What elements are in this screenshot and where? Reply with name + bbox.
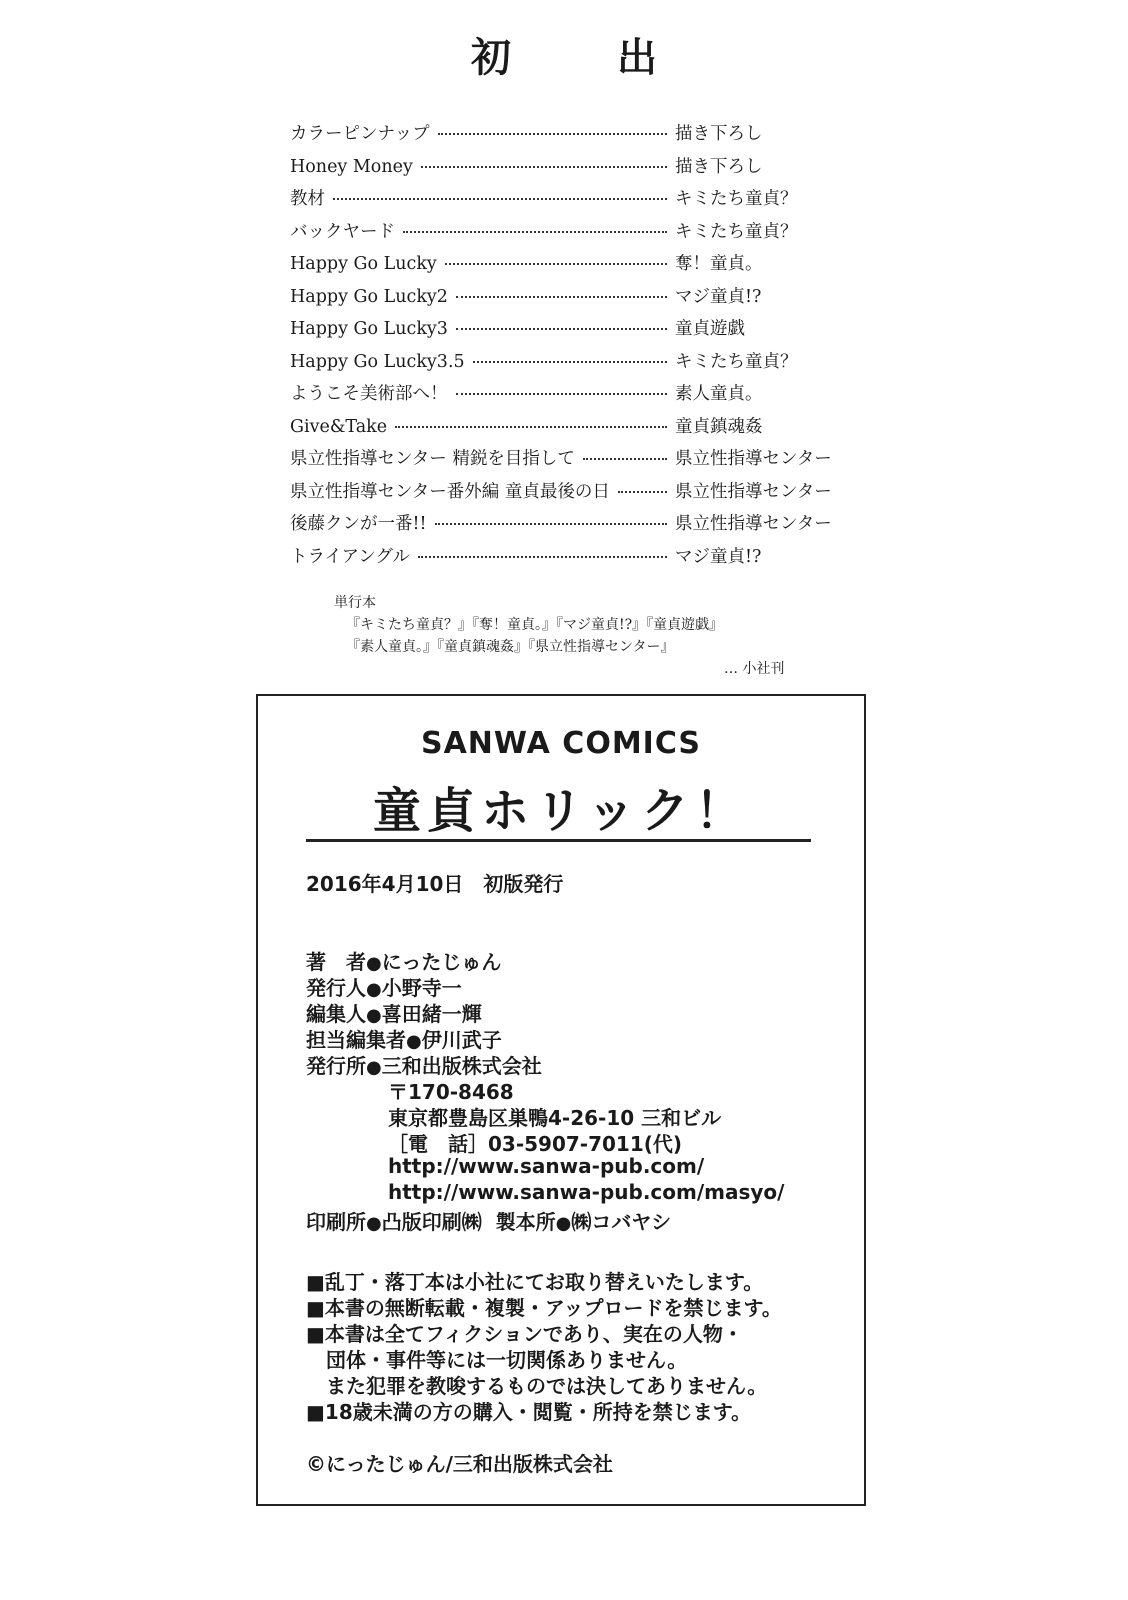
dot-leader <box>618 491 667 493</box>
toc-source: 奪！童貞。 <box>675 254 763 274</box>
toc-row <box>290 543 850 576</box>
toc-source: 県立性指導センター <box>675 514 832 534</box>
dot-leader <box>456 328 667 330</box>
toc-source: 県立性指導センター <box>675 481 832 502</box>
credit-label: 印刷所 <box>306 1210 366 1234</box>
dot-leader <box>456 393 668 395</box>
credit-value: ㈱コバヤシ <box>571 1210 672 1234</box>
credit-label: 製本所 <box>495 1210 556 1234</box>
toc-title: 教材 <box>290 189 325 209</box>
dot-leader <box>445 263 667 265</box>
toc-row <box>290 348 850 381</box>
book-title: 童貞ホリック！ <box>372 783 750 839</box>
toc-source: マジ童貞!? <box>675 546 762 567</box>
notice-3: ■本書は全てフィクションであり、実在の人物・ <box>306 1322 743 1346</box>
toc-title: 県立性指導センター 精鋭を目指して <box>290 449 575 469</box>
toc-source: キミたち童貞？ <box>675 221 798 242</box>
notice-3-cont-1: 団体・事件等には一切関係ありません。 <box>326 1348 688 1372</box>
toc-source: 童貞遊戯 <box>675 319 745 339</box>
credit-publisher: 発行人●小野寺一 <box>306 976 462 1000</box>
toc-source: 素人童貞。 <box>675 384 763 404</box>
title-rule <box>306 839 811 842</box>
imprint-brand: SANWA COMICS <box>420 726 702 761</box>
credit-value: 三和出版株式会社 <box>381 1054 542 1078</box>
toc-source: 県立性指導センター <box>675 449 832 469</box>
credit-staff-editor: 担当編集者●伊川武子 <box>306 1028 502 1052</box>
address: 東京都豊島区巣鴨4-26-10 三和ビル <box>388 1106 722 1130</box>
toc-row <box>290 413 850 446</box>
first-appearance-list <box>290 120 850 575</box>
credit-label: 発行人 <box>306 976 366 1000</box>
colophon-box <box>256 694 866 1506</box>
credit-value: 凸版印刷㈱ <box>381 1210 482 1234</box>
credit-editor: 編集人●喜田緒一輝 <box>306 1002 482 1026</box>
toc-source: キミたち童貞？ <box>675 351 798 372</box>
toc-source: 描き下ろし <box>675 156 763 177</box>
credit-value: 喜田緒一輝 <box>381 1002 482 1026</box>
dot-leader <box>435 523 667 525</box>
notice-3-cont-2: また犯罪を教唆するものでは決してありません。 <box>326 1374 768 1398</box>
toc-title: Happy Go Lucky <box>290 254 437 274</box>
credit-value: 小野寺一 <box>381 976 462 1000</box>
toc-row <box>290 315 850 348</box>
dot-leader <box>403 231 667 233</box>
toc-row <box>290 218 850 251</box>
credit-value: 伊川武子 <box>421 1028 502 1052</box>
toc-row <box>290 478 850 511</box>
toc-row <box>290 510 850 543</box>
notes-line-1: 『キミたち童貞？』『奪！童貞。』『マジ童貞!?』『童貞遊戯』 <box>346 617 724 633</box>
url-main[interactable]: http://www.sanwa-pub.com/ <box>388 1154 705 1178</box>
dot-leader <box>473 361 667 363</box>
toc-title: Happy Go Lucky3.5 <box>290 351 465 372</box>
notes-line-3: … 小社刊 <box>724 661 785 677</box>
notice-2: ■本書の無断転載・複製・アップロードを禁じます。 <box>306 1296 782 1320</box>
credit-author: 著 者●にったじゅん <box>306 950 502 974</box>
dot-leader <box>395 426 667 428</box>
credit-office: 発行所●三和出版株式会社 <box>306 1054 542 1078</box>
copyright: ©にったじゅん/三和出版株式会社 <box>306 1452 613 1476</box>
toc-title: ようこそ美術部へ！ <box>290 384 448 404</box>
toc-title: 県立性指導センター番外編 童貞最後の日 <box>290 481 610 502</box>
credit-printer: 印刷所●凸版印刷㈱ 製本所●㈱コバヤシ <box>306 1210 672 1234</box>
credit-label: 担当編集者 <box>306 1028 406 1052</box>
toc-row <box>290 250 850 283</box>
credit-value: にったじゅん <box>381 950 502 974</box>
toc-title: Honey Money <box>290 156 413 177</box>
toc-source: 描き下ろし <box>675 124 763 144</box>
toc-title: トライアングル <box>290 546 410 567</box>
dot-leader <box>333 198 667 200</box>
toc-source: キミたち童貞？ <box>675 189 798 209</box>
notes-line-2: 『素人童貞。』『童貞鎮魂姦』『県立性指導センター』 <box>346 639 675 655</box>
notice-1: ■乱丁・落丁本は小社にてお取り替えいたします。 <box>306 1270 764 1294</box>
toc-title: Give&Take <box>290 416 388 437</box>
page-heading: 初 出 <box>471 34 703 81</box>
notes-label: 単行本 <box>334 595 376 611</box>
phone: ［電 話］03-5907-7011(代) <box>388 1132 683 1156</box>
credit-label: 発行所 <box>306 1054 366 1078</box>
dot-leader <box>418 556 667 558</box>
toc-row <box>290 185 850 218</box>
credit-label: 編集人 <box>306 1002 366 1026</box>
toc-row <box>290 380 850 413</box>
toc-title: バックヤード <box>290 221 395 242</box>
toc-row <box>290 153 850 186</box>
dot-leader <box>456 296 667 298</box>
publication-date: 2016年4月10日 初版発行 <box>306 872 564 896</box>
toc-source: マジ童貞!? <box>675 286 762 307</box>
url-masyo[interactable]: http://www.sanwa-pub.com/masyo/ <box>388 1180 785 1204</box>
toc-title: カラーピンナップ <box>290 124 430 144</box>
notice-4: ■18歳未満の方の購入・閲覧・所持を禁じます。 <box>306 1400 752 1424</box>
dot-leader <box>583 458 667 460</box>
dot-leader <box>421 166 667 168</box>
toc-row <box>290 445 850 478</box>
dot-leader <box>438 133 667 135</box>
postal-code: 〒170-8468 <box>388 1080 514 1104</box>
toc-source: 童貞鎮魂姦 <box>675 416 763 437</box>
toc-title: 後藤クンが一番!! <box>290 514 427 534</box>
toc-row <box>290 283 850 316</box>
toc-title: Happy Go Lucky3 <box>290 319 448 339</box>
toc-title: Happy Go Lucky2 <box>290 286 448 307</box>
toc-row <box>290 120 850 153</box>
credit-label: 著 者 <box>306 950 366 974</box>
